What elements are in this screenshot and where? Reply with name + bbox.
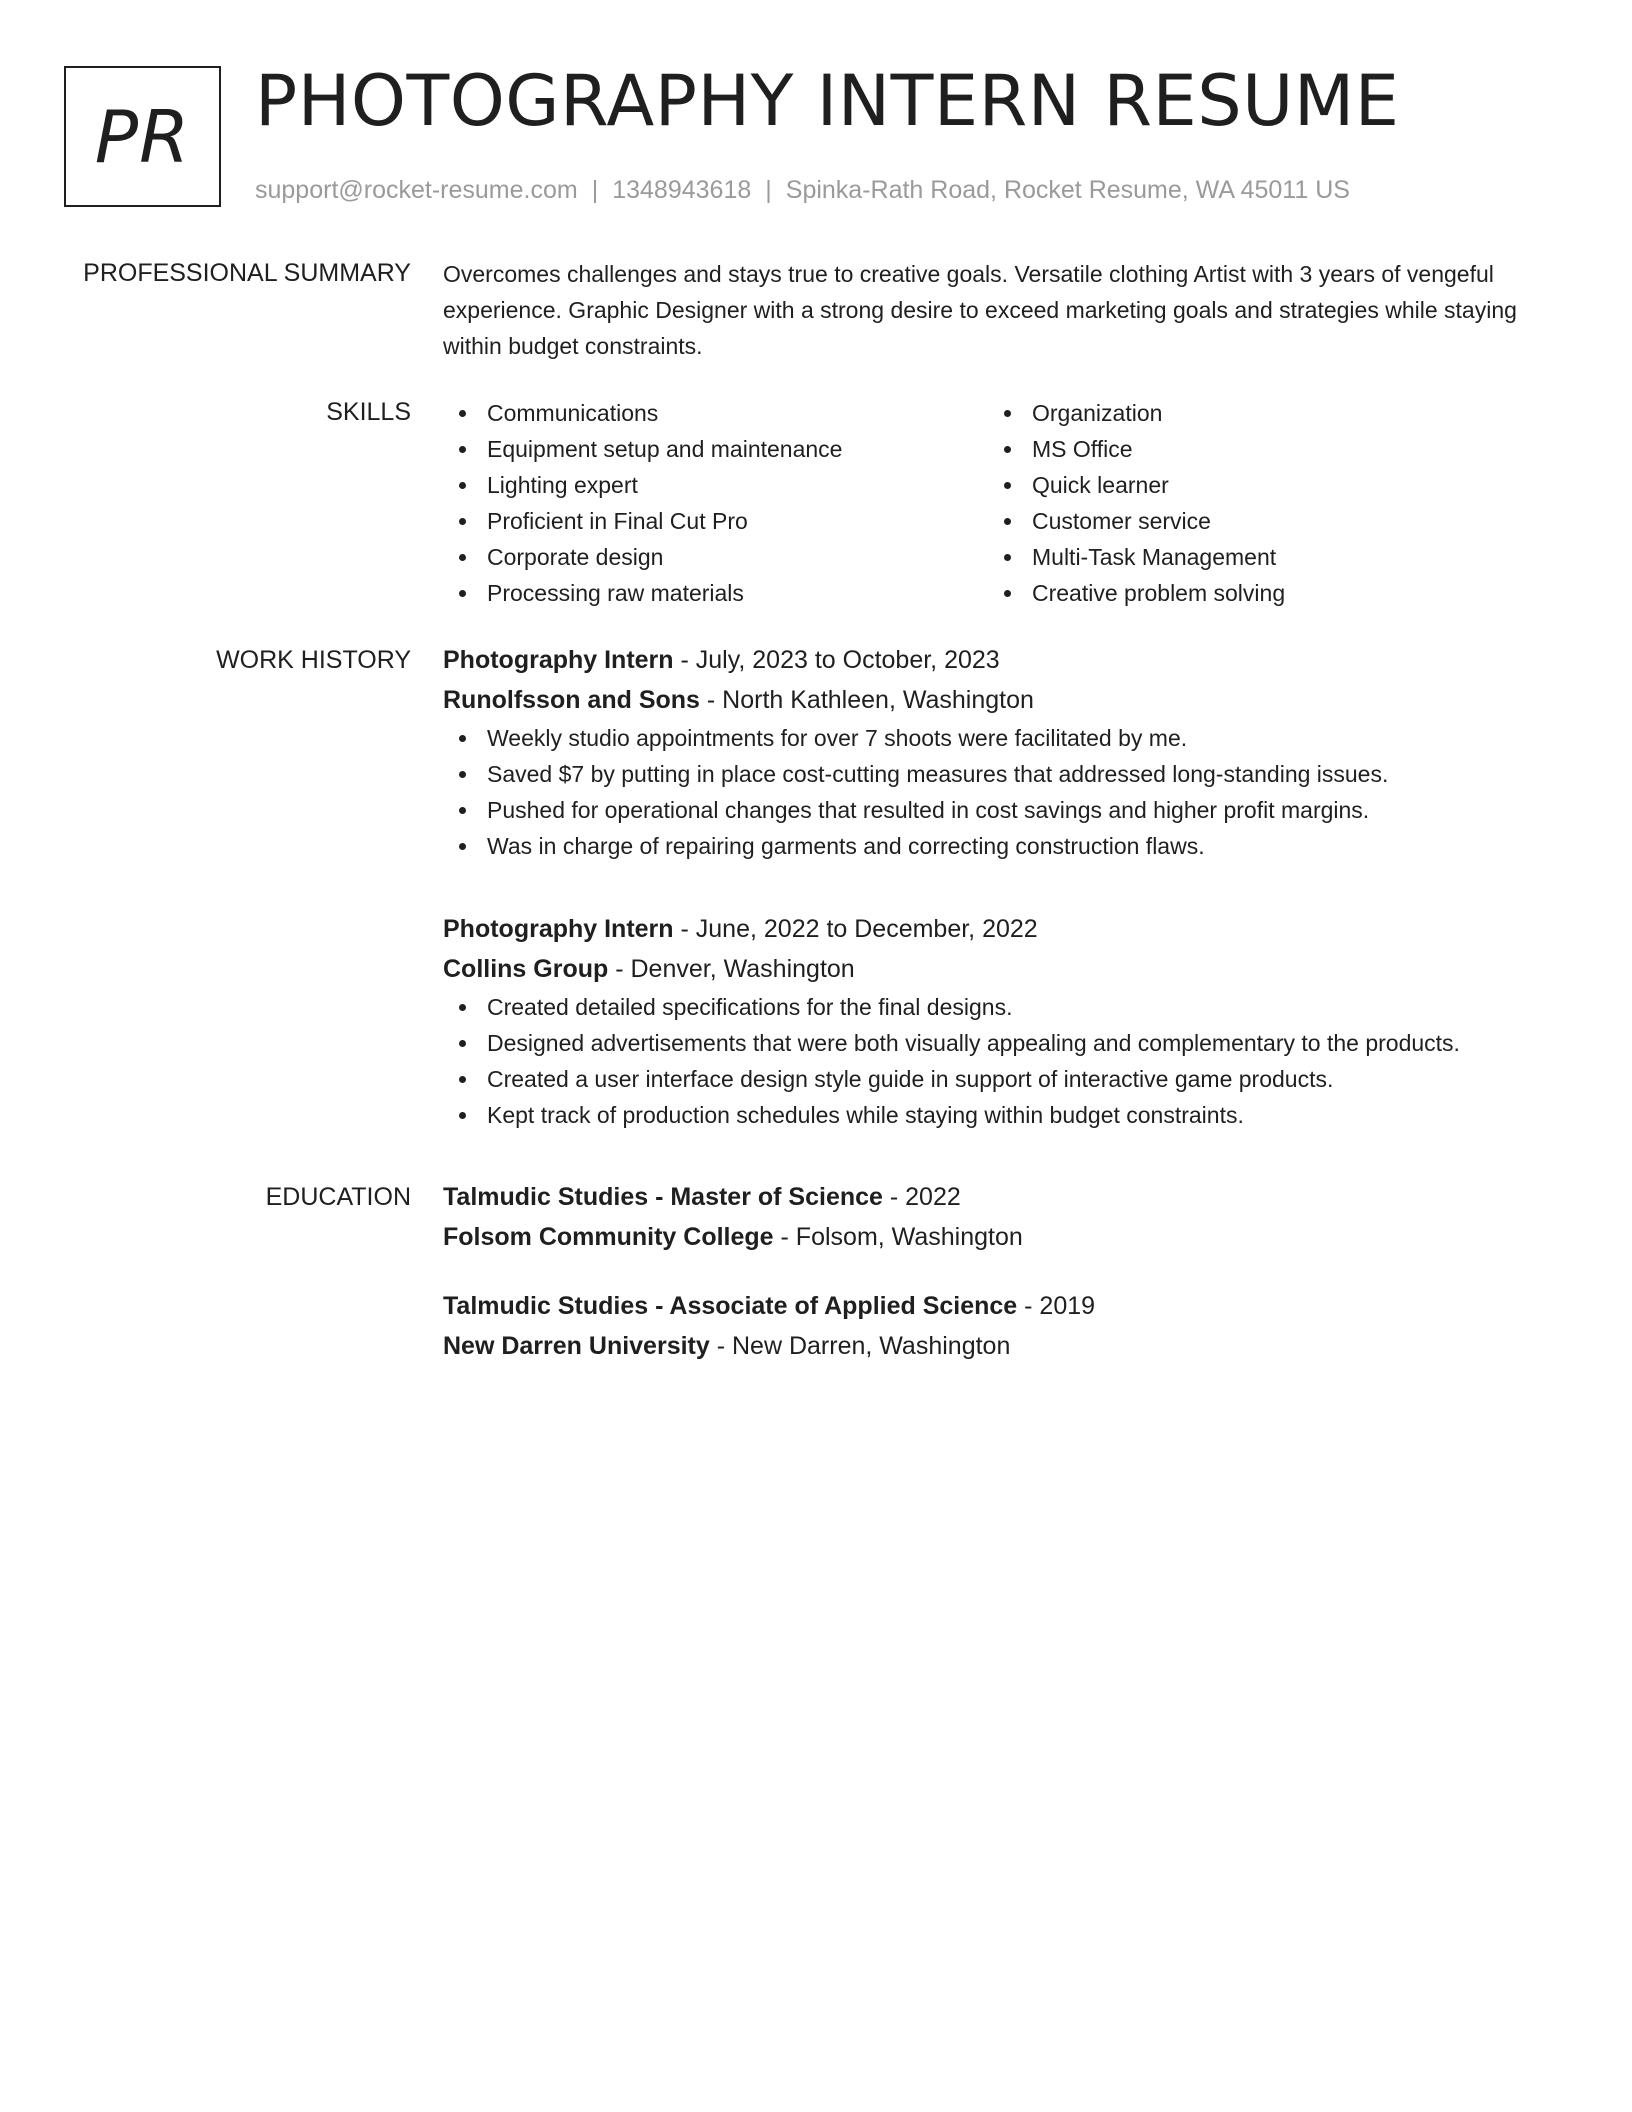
job-duty: Kept track of production schedules while staying within budget constraints. bbox=[443, 1097, 1563, 1133]
contact-email: support@rocket-resume.com bbox=[255, 176, 578, 204]
skill-item: Quick learner bbox=[988, 467, 1508, 503]
job-duty: Weekly studio appointments for over 7 shoots were facilitated by me. bbox=[443, 720, 1563, 756]
job-location: - Denver, Washington bbox=[608, 955, 855, 983]
section-label-skills: SKILLS bbox=[326, 398, 411, 426]
section-label-work-history: WORK HISTORY bbox=[216, 646, 411, 674]
education-entry bbox=[443, 1286, 1563, 1366]
school-line bbox=[443, 1326, 1563, 1366]
job-duty: Designed advertisements that were both visually appealing and complementary to the products. bbox=[443, 1025, 1563, 1061]
school-name: Folsom Community College bbox=[443, 1223, 774, 1251]
degree-line bbox=[443, 1177, 1563, 1217]
job-duty: Pushed for operational changes that resulted in cost savings and higher profit margins. bbox=[443, 792, 1563, 828]
contact-separator: | bbox=[591, 176, 599, 204]
job-company-line bbox=[443, 680, 1563, 720]
skill-item: Proficient in Final Cut Pro bbox=[443, 503, 963, 539]
skills-column-right bbox=[988, 395, 1508, 611]
skill-item: Processing raw materials bbox=[443, 575, 963, 611]
job-duty: Was in charge of repairing garments and correcting construction flaws. bbox=[443, 828, 1563, 864]
job-company-line bbox=[443, 949, 1563, 989]
resume-title: PHOTOGRAPHY INTERN RESUME bbox=[255, 60, 1400, 142]
education-entry bbox=[443, 1177, 1563, 1257]
skill-item: Communications bbox=[443, 395, 963, 431]
job-entry bbox=[443, 640, 1563, 864]
section-label-summary: PROFESSIONAL SUMMARY bbox=[83, 259, 411, 287]
job-duty: Saved $7 by putting in place cost-cutting measures that addressed long-standing issues. bbox=[443, 756, 1563, 792]
skill-item: Creative problem solving bbox=[988, 575, 1508, 611]
job-title-line bbox=[443, 640, 1563, 680]
school-name: New Darren University bbox=[443, 1332, 710, 1360]
skill-item: MS Office bbox=[988, 431, 1508, 467]
job-title: Photography Intern bbox=[443, 646, 674, 674]
degree-year: - 2019 bbox=[1017, 1292, 1096, 1320]
section-label-education: EDUCATION bbox=[265, 1183, 411, 1211]
skill-item: Customer service bbox=[988, 503, 1508, 539]
skills-list-left bbox=[443, 395, 963, 611]
contact-phone: 1348943618 bbox=[612, 176, 752, 204]
skills-list-right bbox=[988, 395, 1508, 611]
job-title: Photography Intern bbox=[443, 915, 674, 943]
degree-name: Talmudic Studies - Associate of Applied Science bbox=[443, 1292, 1018, 1320]
school-location: - Folsom, Washington bbox=[773, 1223, 1023, 1251]
school-line bbox=[443, 1217, 1563, 1257]
job-dates: - June, 2022 to December, 2022 bbox=[673, 915, 1038, 943]
skill-item: Multi-Task Management bbox=[988, 539, 1508, 575]
skill-item: Corporate design bbox=[443, 539, 963, 575]
monogram-logo: PR bbox=[64, 66, 221, 207]
skill-item: Lighting expert bbox=[443, 467, 963, 503]
job-entry bbox=[443, 909, 1563, 1133]
job-duties-list bbox=[443, 720, 1563, 864]
contact-address: Spinka-Rath Road, Rocket Resume, WA 45011 US bbox=[785, 176, 1350, 204]
degree-year: - 2022 bbox=[882, 1183, 961, 1211]
contact-separator: | bbox=[765, 176, 772, 204]
degree-name: Talmudic Studies - Master of Science bbox=[443, 1183, 883, 1211]
job-company: Collins Group bbox=[443, 955, 609, 983]
skill-item: Equipment setup and maintenance bbox=[443, 431, 963, 467]
skill-item: Organization bbox=[988, 395, 1508, 431]
summary-section bbox=[443, 256, 1563, 364]
degree-line bbox=[443, 1286, 1563, 1326]
school-location: - New Darren, Washington bbox=[709, 1332, 1011, 1360]
contact-line bbox=[255, 175, 1350, 205]
job-duty: Created detailed specifications for the final designs. bbox=[443, 989, 1563, 1025]
job-title-line bbox=[443, 909, 1563, 949]
skills-column-left bbox=[443, 395, 963, 611]
job-company: Runolfsson and Sons bbox=[443, 686, 700, 714]
job-dates: - July, 2023 to October, 2023 bbox=[673, 646, 1000, 674]
job-duties-list bbox=[443, 989, 1563, 1133]
job-duty: Created a user interface design style guide in support of interactive game products. bbox=[443, 1061, 1563, 1097]
job-location: - North Kathleen, Washington bbox=[699, 686, 1034, 714]
skills-section bbox=[443, 395, 1563, 615]
summary-text: Overcomes challenges and stays true to creative goals. Versatile clothing Artist with 3 years of vengeful experience. Graphic Designer with a strong desire to exceed marketing goals and strategies while staying within budget constraints. bbox=[443, 261, 1517, 359]
